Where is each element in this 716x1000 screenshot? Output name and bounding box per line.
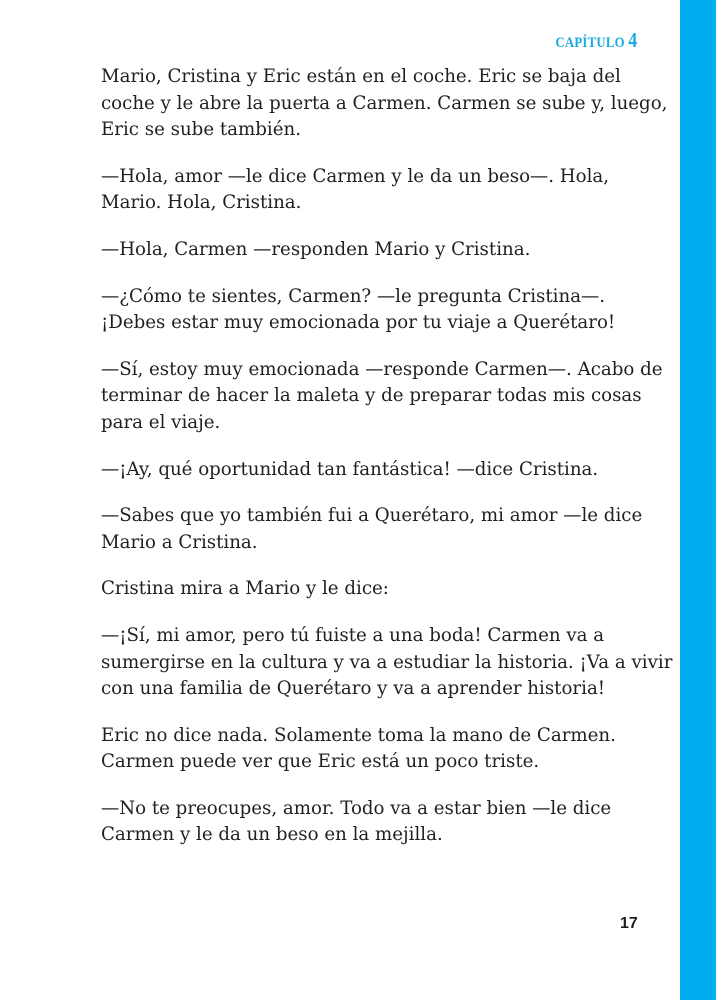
text-line: Mario, Cristina y Eric están en el coche. Eric se baja del <box>101 66 621 87</box>
paragraph <box>101 284 661 337</box>
text-line: para el viaje. <box>101 411 221 433</box>
page-number: 17 <box>620 915 638 932</box>
paragraph <box>101 723 661 776</box>
text-line: sumergirse en la cultura y va a estudiar la historia. ¡Va a vivir <box>101 651 673 673</box>
text-line: con una familia de Querétaro y va a aprender historia! <box>101 678 606 700</box>
paragraph <box>101 357 661 437</box>
page-body-text <box>101 64 673 869</box>
text-line: Eric se sube también. <box>101 119 301 141</box>
text-line: —¡Sí, mi amor, pero tú fuiste a una boda! Carmen va a <box>101 624 605 646</box>
text-line: Cristina mira a Mario y le dice: <box>101 578 389 600</box>
text-line: —Hola, amor —le dice Carmen y le da un beso—. Hola, <box>101 165 610 187</box>
text-line: —¡Ay, qué oportunidad tan fantástica! —dice Cristina. <box>101 458 599 480</box>
text-line: —Sí, estoy muy emocionada —responde Carmen—. Acabo de <box>101 358 663 380</box>
chapter-label: CAPÍTULO <box>555 35 625 51</box>
text-line: terminar de hacer la maleta y de preparar todas mis cosas <box>101 385 642 407</box>
chapter-color-tab <box>680 0 716 1000</box>
paragraph <box>101 237 661 264</box>
text-line: Mario. Hola, Cristina. <box>101 192 302 214</box>
text-line: —¿Cómo te sientes, Carmen? —le pregunta Cristina—. <box>101 285 606 307</box>
paragraph <box>101 164 661 217</box>
paragraph <box>101 623 673 703</box>
paragraph <box>101 796 661 849</box>
text-line: Eric no dice nada. Solamente toma la mano de Carmen. <box>101 724 616 746</box>
text-line: ¡Debes estar muy emocionada por tu viaje a Querétaro! <box>101 312 616 334</box>
text-line: —Hola, Carmen —responden Mario y Cristina. <box>101 238 531 260</box>
text-line: —Sabes que yo también fui a Querétaro, mi amor —le dice <box>101 505 643 527</box>
paragraph <box>101 457 661 484</box>
paragraph <box>101 503 661 556</box>
chapter-number: 4 <box>627 28 637 52</box>
text-line: Carmen puede ver que Eric está un poco triste. <box>101 751 540 773</box>
paragraph <box>101 64 668 144</box>
paragraph <box>101 576 661 603</box>
text-line: coche y le abre la puerta a Carmen. Carmen se sube y, luego, <box>101 92 668 114</box>
text-line: Carmen y le da un beso en la mejilla. <box>101 824 443 846</box>
text-line: Mario a Cristina. <box>101 531 258 553</box>
text-line: —No te preocupes, amor. Todo va a estar bien —le dice <box>101 797 612 819</box>
chapter-heading <box>555 28 637 53</box>
